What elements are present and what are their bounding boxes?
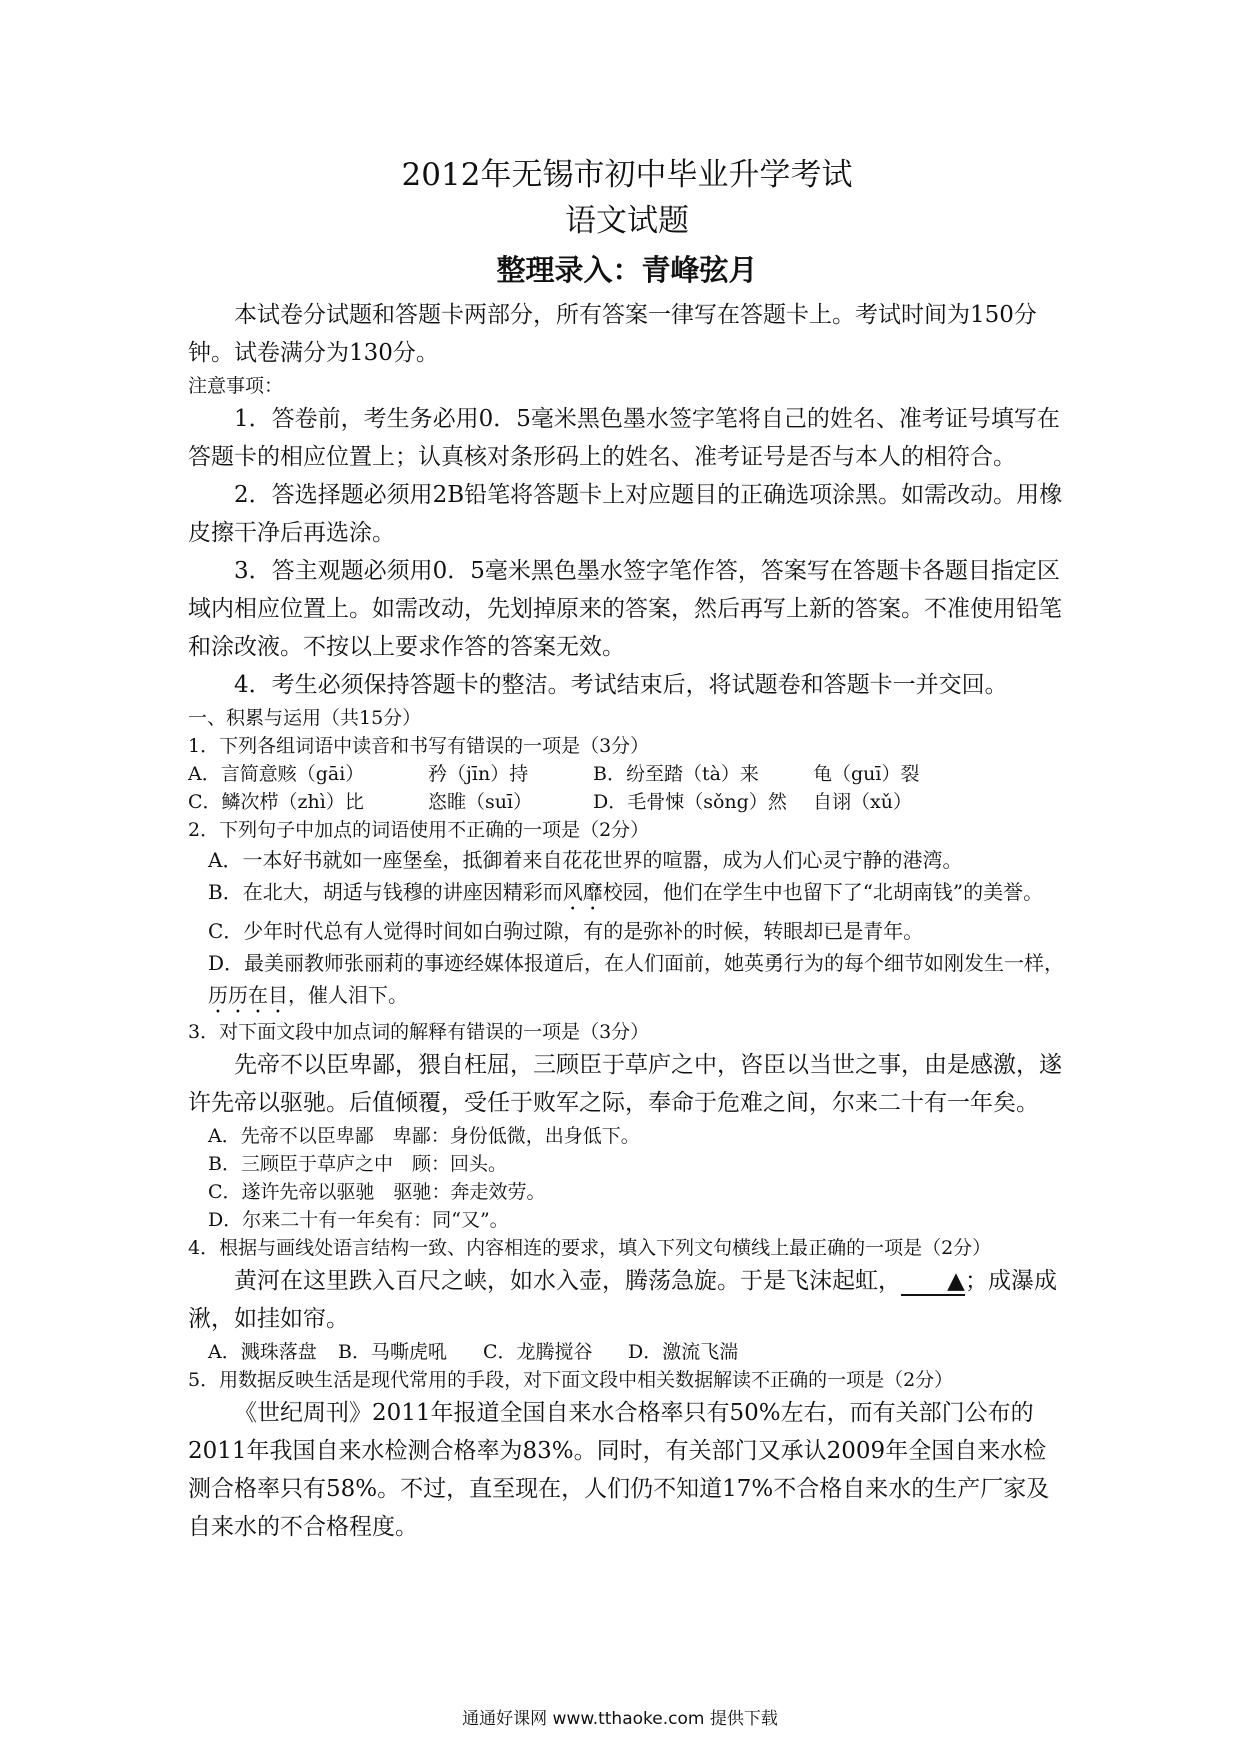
q5-passage-block — [188, 1394, 1066, 1546]
compiler-line: 整理录入：青峰弦月 — [496, 253, 758, 287]
q4-passage-text: 黄河在这里跌入百尺之峡，如水入壶，腾荡急旋。于是飞沫起虹， — [234, 1268, 901, 1294]
q2-option-b-text: B．在北大，胡适与钱穆的讲座因精彩而 — [208, 880, 563, 904]
q5-stem: 5．用数据反映生活是现代常用的手段，对下面文段中相关数据解读不正确的一项是（2分） — [188, 1369, 954, 1391]
q3-option-c: C．遂许先帝以驱驰 驱驰：奔走效劳。 — [208, 1181, 546, 1203]
q3-option-d: D．尔来二十有一年矣有：同“又”。 — [208, 1209, 509, 1231]
section-heading: 一、积累与运用（共15分） — [188, 707, 422, 729]
q4-option-b: B．马嘶虎吼 — [338, 1341, 447, 1363]
q4-stem: 4．根据与画线处语言结构一致、内容相连的要求，填入下列文句横线上最正确的一项是（2分） — [188, 1237, 992, 1259]
q1-options-row-2 — [188, 788, 1066, 816]
q3-stem: 3．对下面文段中加点词的解释有错误的一项是（3分） — [188, 1021, 650, 1043]
q3-passage: 先帝不以臣卑鄙，猥自枉屈，三顾臣于草庐之中，咨臣以当世之事，由是感激，遂许先帝以驱驰。后值倾覆，受任于败军之际，奉命于危难之间，尔来二十有一年矣。 — [188, 1052, 1062, 1116]
q4-passage-block — [188, 1262, 1066, 1338]
q2-option-a: A．一本好书就如一座堡垒，抵御着来自花花世界的喧嚣，成为人们心灵宁静的港湾。 — [208, 848, 963, 872]
q1-option-a1: A．言简意赅（gāi） — [188, 763, 365, 785]
section-content — [188, 704, 1066, 1046]
q4-options-block — [188, 1338, 1066, 1394]
note-item: 1．答卷前，考生务必用0．5毫米黑色墨水签字笔将自己的姓名、准考证号填写在答题卡的相应位置上；认真核对条形码上的姓名、准考证号是否与本人的相符合。 — [188, 406, 1060, 470]
q2-option-b-dotted: 风靡 — [562, 880, 603, 904]
q1-option-b1: B．纷至踏（tà）来 — [593, 763, 759, 785]
note-item: 4．考生必须保持答题卡的整洁。考试结束后，将试题卷和答题卡一并交回。 — [234, 672, 1008, 698]
exam-page — [188, 150, 1066, 1546]
q4-passage — [188, 1262, 1066, 1338]
q1-options-row-1 — [188, 760, 1066, 788]
q1-stem: 1．下列各组词语中读音和书写有错误的一项是（3分） — [188, 735, 650, 757]
q3-option-b: B．三顾臣于草庐之中 顾：回头。 — [208, 1153, 507, 1175]
q1-option-c2: 恣睢（suī） — [428, 791, 533, 813]
q3-q5-content — [188, 1122, 1066, 1262]
q5-passage: 《世纪周刊》2011年报道全国自来水合格率只有50%左右，而有关部门公布的2011年我国自来水检测合格率为83%。同时，有关部门又承认2009年全国自来水检测合格率只有58%。不过，直至现在，人们仍不知道17%不合格自来水的生产厂家及自来水的不合格程度。 — [188, 1400, 1050, 1540]
subject-title: 语文试题 — [565, 203, 689, 239]
q4-option-a: A．溅珠落盘 — [208, 1341, 317, 1363]
fill-in-blank: ▲ — [901, 1268, 965, 1296]
q3-option-a: A．先帝不以臣卑鄙 卑鄙：身份低微，出身低下。 — [208, 1125, 640, 1147]
q2-option-b — [188, 876, 1066, 915]
q2-option-c: C．少年时代总有人觉得时间如白驹过隙，有的是弥补的时候，转眼却已是青年。 — [208, 919, 924, 943]
q2-option-d-text: D．最美丽教师张丽莉的事迹经媒体报道后，在人们面前，她英勇行为的每个细节如刚发生一样， — [208, 951, 1065, 975]
q2-option-d-text-end: ，催人泪下。 — [288, 983, 408, 1007]
note-item: 2．答选择题必须用2B铅笔将答题卡上对应题目的正确选项涂黑。如需改动。用橡皮擦干净后再选涂。 — [188, 482, 1063, 546]
notes-list — [188, 400, 1066, 704]
q2-option-d-dotted: 历历在目 — [208, 983, 288, 1007]
intro-text: 本试卷分试题和答题卡两部分，所有答案一律写在答题卡上。考试时间为150分钟。试卷满分为130分。 — [188, 302, 1037, 366]
page-footer: 通通好课网 www.tthaoke.com 提供下载 — [462, 1709, 778, 1729]
q4-passage-text-end: ；成瀑成湫，如挂如帘。 — [188, 1268, 1057, 1332]
q2-stem: 2．下列句子中加点的词语使用不正确的一项是（2分） — [188, 819, 650, 841]
q4-option-d: D．激流飞湍 — [628, 1341, 739, 1363]
q1-option-c1: C．鳞次栉（zhì）比 — [188, 791, 364, 813]
q2-option-b-text-end: 校园，他们在学生中也留下了“北胡南钱”的美誉。 — [602, 880, 1044, 904]
q4-options-row — [188, 1338, 1066, 1366]
note-item: 3．答主观题必须用0．5毫米黑色墨水签字笔作答，答案写在答题卡各题目指定区域内相应位置上。如需改动，先划掉原来的答案，然后再写上新的答案。不准使用铅笔和涂改液。不按以上要求作答的答案无效。 — [188, 558, 1062, 660]
q1-option-d1: D．毛骨悚（sǒng）然 — [593, 791, 787, 813]
q1-option-d2: 自诩（xǔ） — [813, 791, 912, 813]
q2-option-d — [188, 947, 1066, 1018]
intro-block — [188, 296, 1066, 372]
q3-passage-block — [188, 1046, 1066, 1122]
q1-option-a2: 矜（jīn）持 — [428, 763, 529, 785]
q1-option-b2: 龟（guī）裂 — [813, 763, 920, 785]
q4-option-c: C．龙腾搅谷 — [483, 1341, 593, 1363]
notes-heading: 注意事项： — [188, 375, 284, 397]
exam-title: 2012年无锡市初中毕业升学考试 — [401, 157, 853, 193]
